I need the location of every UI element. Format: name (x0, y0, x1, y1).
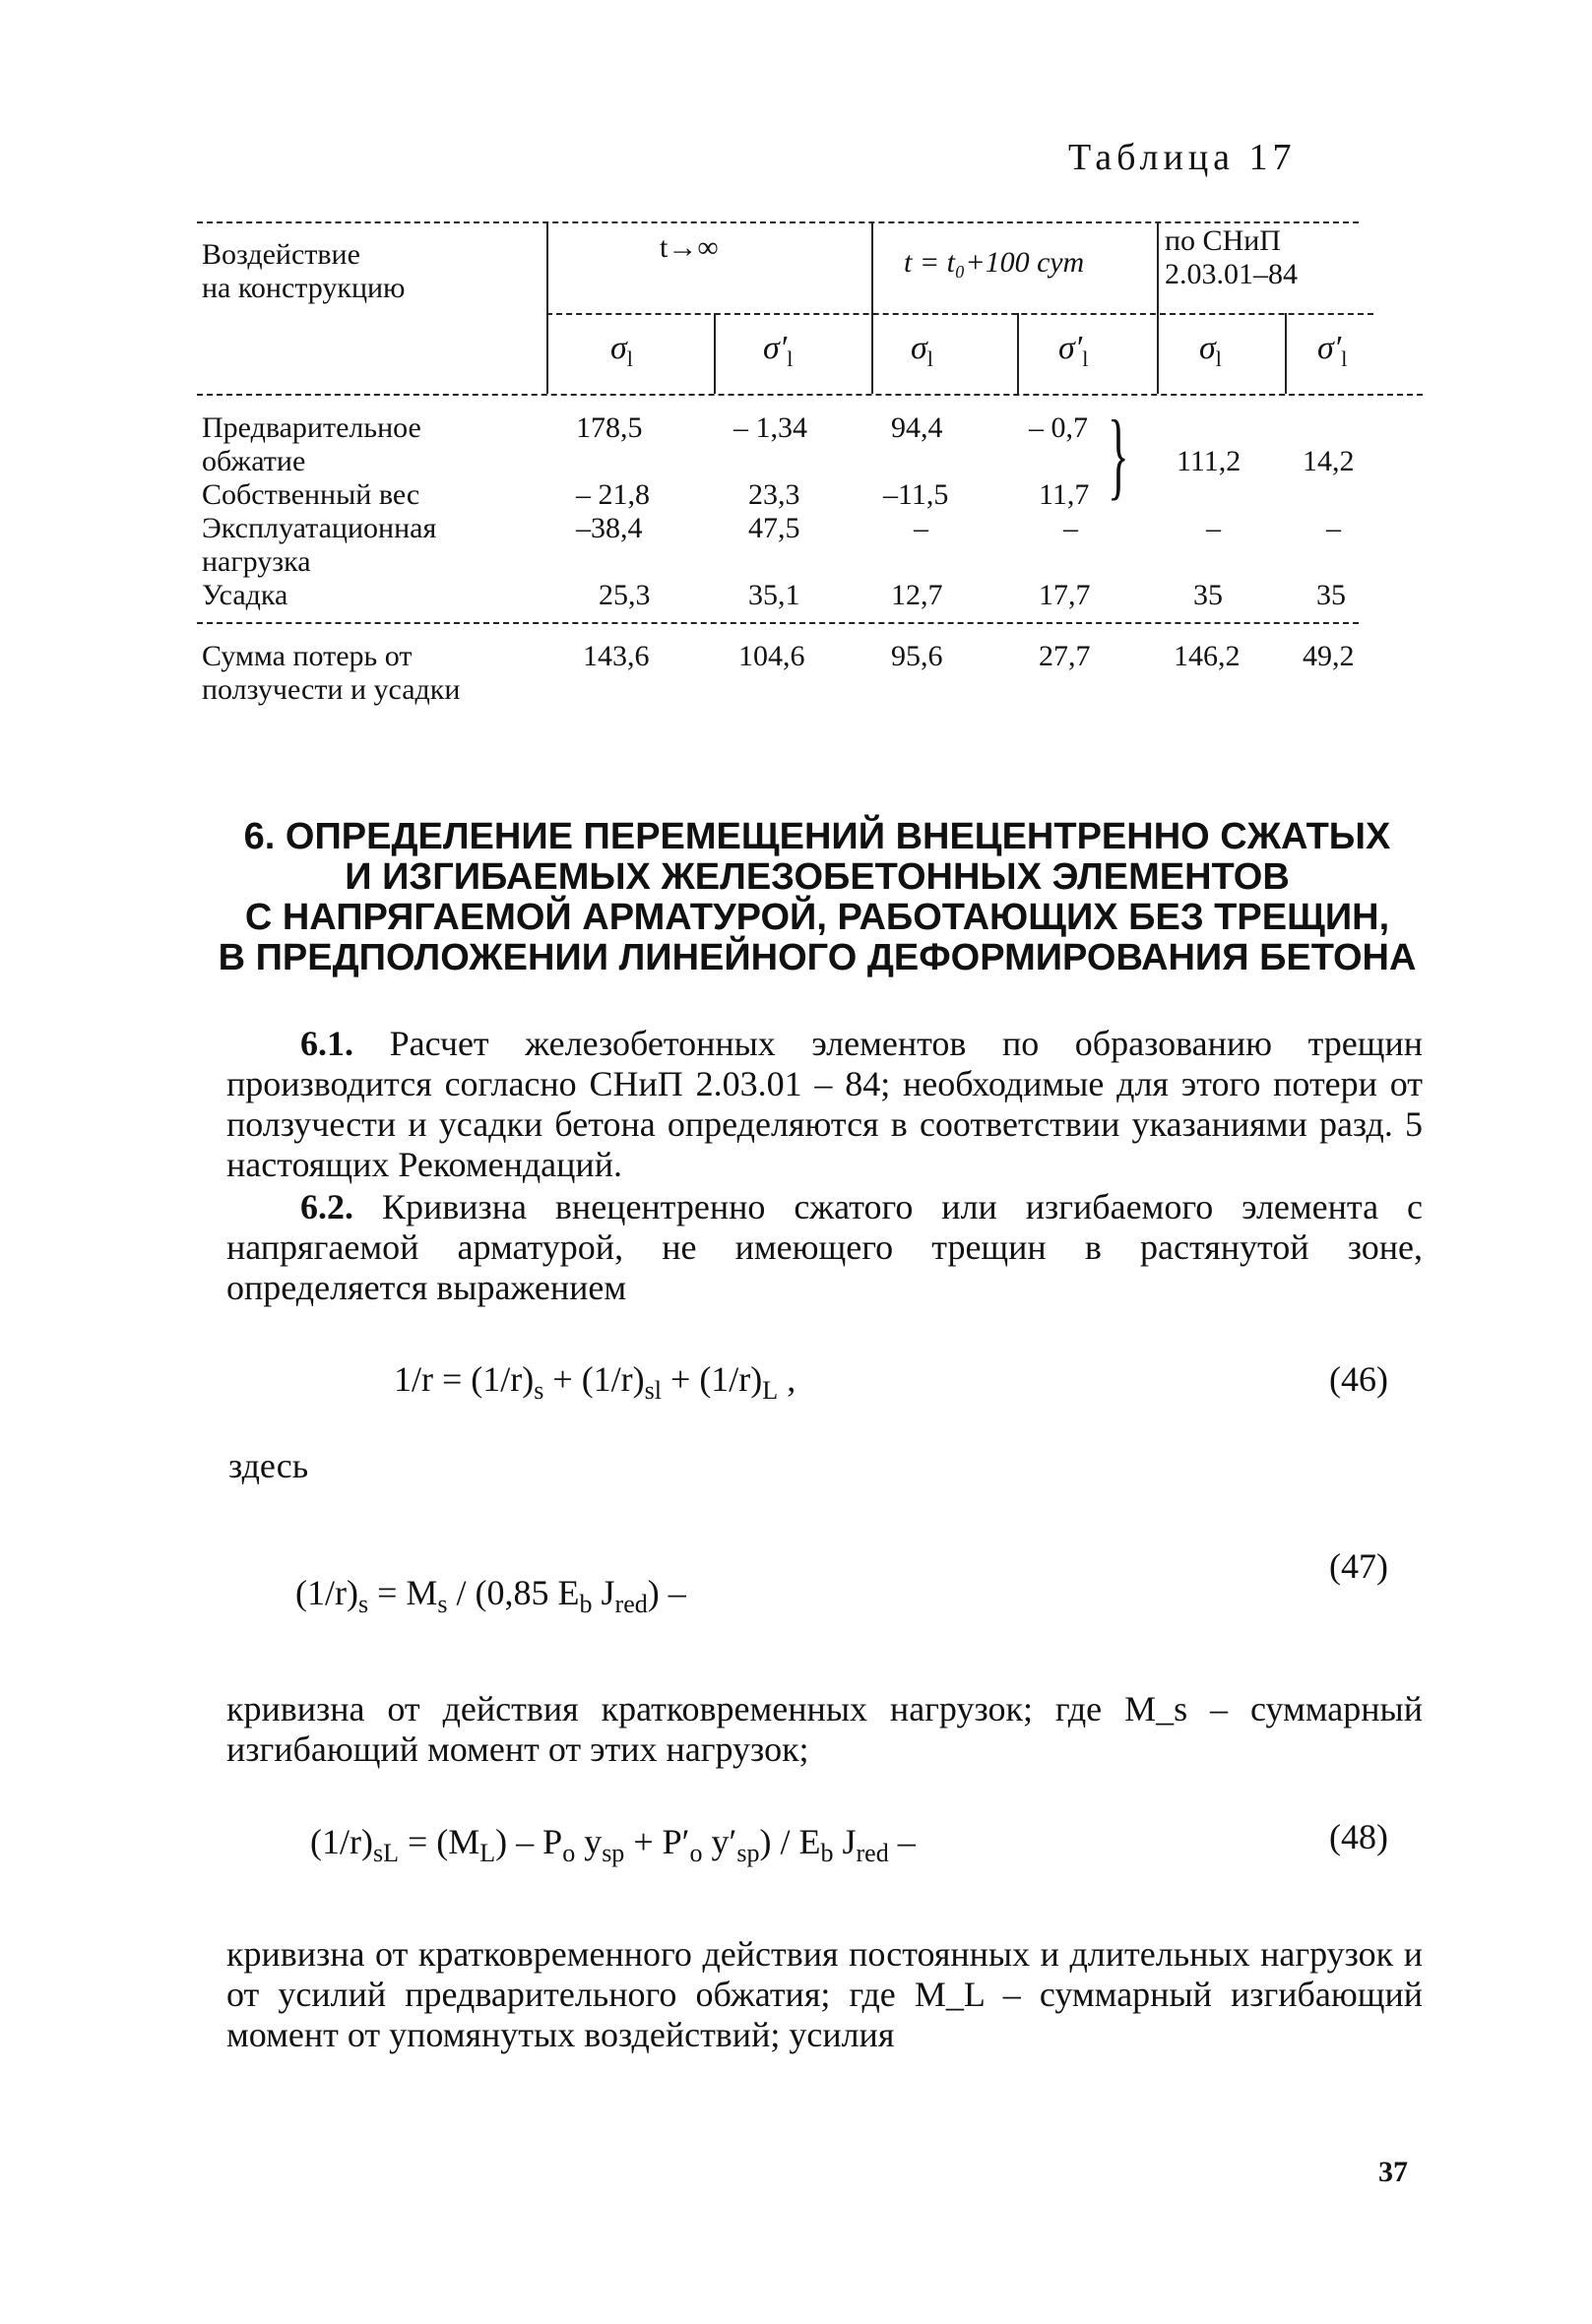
heading-line: 6. ОПРЕДЕЛЕНИЕ ПЕРЕМЕЩЕНИЙ ВНЕЦЕНТРЕННО СЖАТЫХ (243, 816, 1391, 857)
equation-number: (47) (1329, 1546, 1388, 1586)
paragraph-number: 6.2. (300, 1187, 353, 1226)
total-label (202, 640, 460, 707)
total-cell: 104,6 (738, 640, 805, 672)
header-snip-line: 2.03.01–84 (1165, 258, 1298, 290)
sigma-l-prime: $\sigma'_l$ (763, 330, 794, 371)
curly-brace: } (1108, 400, 1129, 509)
table-caption: Таблица 17 (1068, 137, 1297, 178)
paragraph-text: Расчет железобетонных элементов по образованию трещин производится согласно СНиП 2.03.01 – 84; необходимые для этого потери от ползучести и усадки бетона определяются в соответствии указаниями разд. 5 настоящих Рекомендаций. (226, 1024, 1423, 1184)
row-label-line: обжатие (202, 445, 306, 477)
total-cell: 27,7 (1039, 640, 1091, 672)
table-cell: 14,2 (1303, 445, 1355, 477)
header-impact-line: на конструкцию (202, 272, 406, 304)
table-body-bottom-rule (197, 622, 1359, 624)
header-impact-line: Воздействие (202, 238, 360, 271)
table-cell: – (1063, 512, 1078, 544)
header-impact (202, 238, 405, 305)
table-cell: 35 (1193, 579, 1223, 611)
row-label (202, 579, 287, 612)
table-cell: 12,7 (891, 579, 943, 611)
heading-line: В ПРЕДПОЛОЖЕНИИ ЛИНЕЙНОГО ДЕФОРМИРОВАНИЯ БЕТОНА (218, 937, 1417, 978)
page-number: 37 (1378, 2156, 1408, 2188)
table-top-rule (197, 221, 1359, 223)
heading-line: С НАПРЯГАЕМОЙ АРМАТУРОЙ, РАБОТАЮЩИХ БЕЗ ТРЕЩИН, (244, 897, 1390, 938)
table-cell: – 0,7 (1029, 411, 1088, 444)
table-cell: – (1326, 512, 1341, 544)
table-cell: – (1206, 512, 1221, 544)
header-group-infinity: t→∞ (660, 231, 719, 264)
paragraph-text: кривизна от кратковременного действия постоянных и длительных нагрузок и от усилий предварительного обжатия; где M_L – суммарный изгибающий момент от упомянутых воздействий; усилия (226, 1934, 1423, 2054)
sigma-l: $\sigma_l$ (1199, 330, 1222, 371)
table-cell: 35,1 (748, 579, 800, 611)
table-divider (1285, 313, 1287, 394)
row-label-line: Усадка (202, 579, 288, 611)
table-cell: 11,7 (1039, 478, 1090, 511)
table-cell: – (914, 512, 928, 544)
paragraph-text: Кривизна внецентренно сжатого или изгибаемого элемента с напрягаемой арматурой, не имеющего трещин в растянутой зоне, определяется выражением (226, 1187, 1424, 1307)
table-divider (1157, 221, 1159, 394)
header-group-snip (1165, 224, 1298, 291)
total-cell: 49,2 (1303, 640, 1355, 672)
row-label-line: Собственный вес (202, 478, 420, 511)
equation-number: (46) (1329, 1359, 1388, 1399)
formula-47: $(1/r)_s = M_s / (0,85$ $E_b$ $J_{red}$) – (295, 1573, 686, 1619)
paragraph-text: кривизна от действия кратковременных нагрузок; где M_s – суммарный изгибающий момент от этих нагрузок; (226, 1689, 1423, 1769)
table-cell: 94,4 (891, 411, 943, 444)
table-cell: 47,5 (748, 512, 800, 544)
sigma-l-prime: $\sigma'_l$ (1058, 330, 1089, 371)
paragraph-number: 6.1. (300, 1024, 353, 1063)
row-label (202, 512, 436, 579)
total-label-line: ползучести и усадки (202, 673, 461, 706)
row-label (202, 478, 419, 512)
total-label-line: Сумма потерь от (202, 640, 413, 672)
sigma-l: $\sigma_l$ (610, 330, 633, 371)
row-label-line: Эксплуатационная (202, 512, 437, 544)
table-divider (1017, 313, 1019, 394)
table-cell: 23,3 (748, 478, 800, 511)
paragraph-eq47-desc (226, 1689, 1423, 1770)
header-snip-line: по СНиП (1165, 224, 1281, 257)
equation-number: (48) (1329, 1817, 1388, 1856)
total-cell: 143,6 (583, 640, 650, 672)
sigma-l: $\sigma_l$ (911, 330, 933, 371)
table-divider (546, 221, 548, 394)
row-label (202, 411, 421, 478)
paragraph-6-1 (226, 1024, 1423, 1185)
table-subheader-rule (546, 313, 1373, 315)
table-cell: 111,2 (1177, 445, 1242, 477)
table-cell: 178,5 (576, 411, 643, 444)
heading-line: И ИЗГИБАЕМЫХ ЖЕЛЕЗОБЕТОННЫХ ЭЛЕМЕНТОВ (345, 856, 1290, 898)
paragraph-eq48-desc (226, 1934, 1423, 2055)
here-label: здесь (228, 1446, 309, 1485)
header-group-100days: t = t₀+100 сут (904, 246, 1085, 279)
table-cell: –11,5 (883, 478, 949, 511)
table-cell: – 21,8 (576, 478, 650, 511)
paragraph-6-2 (226, 1187, 1423, 1308)
table-cell: 25,3 (599, 579, 651, 611)
sigma-l-prime: $\sigma'_l$ (1317, 330, 1348, 371)
total-cell: 146,2 (1174, 640, 1241, 672)
formula-46: $1/r = (1/r)_s + (1/r)_{sl} + (1/r)_L$ , (394, 1359, 796, 1406)
table-divider (714, 313, 716, 394)
section-heading (197, 817, 1437, 978)
table-cell: – 1,34 (733, 411, 807, 444)
total-cell: 95,6 (891, 640, 943, 672)
table-divider (871, 221, 873, 394)
table-cell: 17,7 (1039, 579, 1091, 611)
table-cell: 35 (1316, 579, 1346, 611)
row-label-line: Предварительное (202, 411, 421, 444)
row-label-line: нагрузка (202, 545, 311, 578)
formula-48: $(1/r)_{sL} = (M_L) - P_o$ $y_{sp} + P'_o$ $y'_{sp}) / E_b$ $J_{red}$ – (310, 1822, 916, 1868)
table-header-bottom-rule (197, 394, 1423, 396)
table-cell: –38,4 (576, 512, 643, 544)
